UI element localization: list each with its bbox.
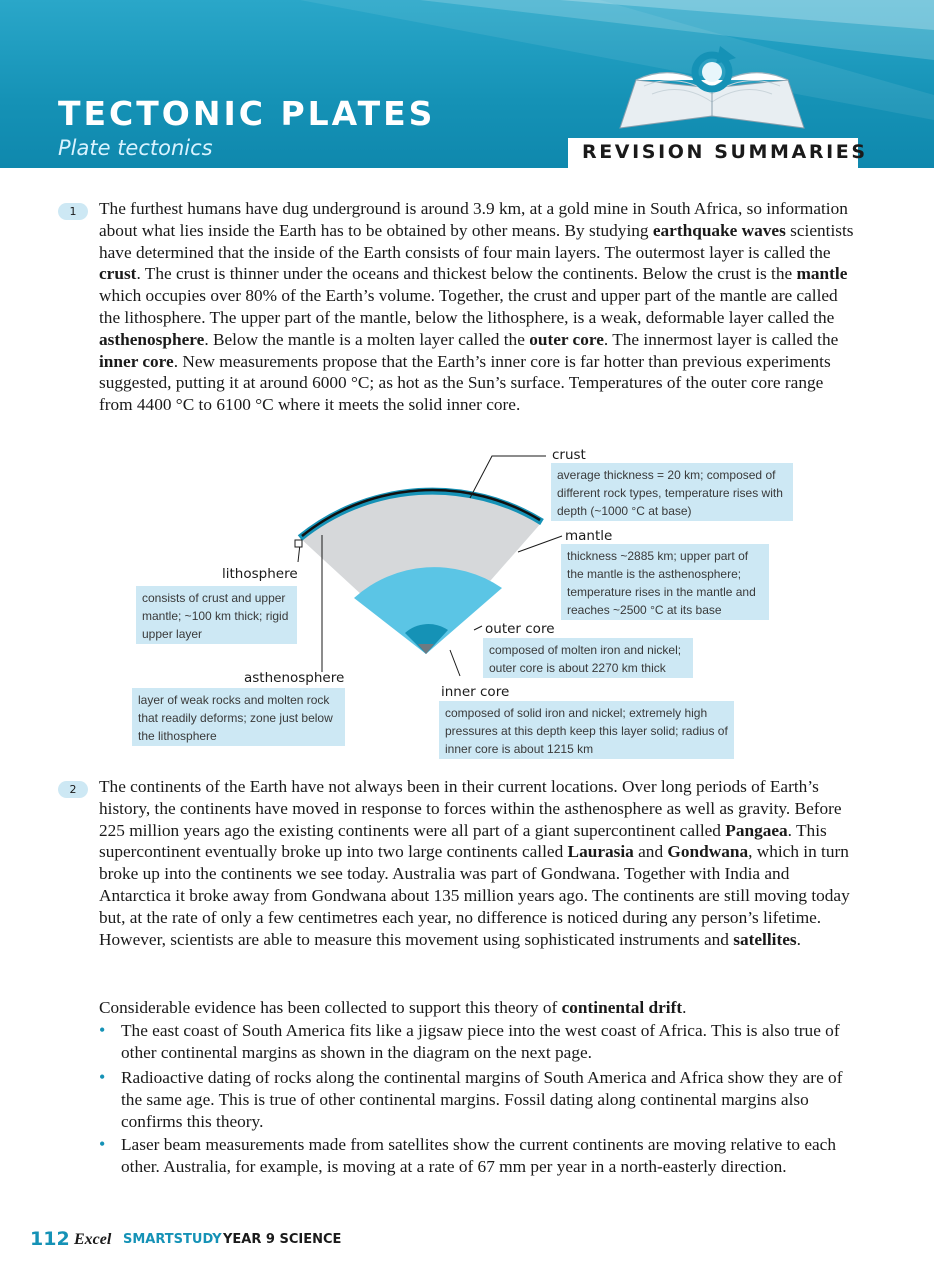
section-number-badge: 1 — [58, 203, 88, 220]
revision-summaries-label: REVISION SUMMARIES — [582, 141, 868, 163]
footer-book: YEAR 9 SCIENCE — [223, 1232, 342, 1247]
evidence-bullet: The east coast of South America fits like a jigsaw piece into the west coast of Africa. This is also true of other continental margins as shown in the diagram on the next page. — [121, 1021, 840, 1062]
evidence-bullet: Laser beam measurements made from satellites show the current continents are moving relative to each other. Australia, for example, is moving at a rate of 67 mm per year in a north-easterly direction. — [121, 1135, 836, 1176]
bullet-marker: • — [99, 1134, 106, 1154]
outer-core-caption: composed of molten iron and nickel; outer core is about 2270 km thick — [483, 638, 693, 678]
footer-series: SMARTSTUDY — [123, 1232, 222, 1247]
crust-caption: average thickness = 20 km; composed of different rock types, temperature rises with depth (~1000 °C at base) — [551, 463, 793, 521]
asthenosphere-caption: layer of weak rocks and molten rock that readily deforms; zone just below the lithosphere — [132, 688, 345, 746]
page-title: TECTONIC PLATES — [58, 94, 436, 133]
bullet-marker: • — [99, 1020, 106, 1040]
page-subtitle: Plate tectonics — [58, 136, 213, 160]
section1-paragraph: The furthest humans have dug underground is around 3.9 km, at a gold mine in South Africa, so information about what lies inside the Earth has to be obtained by other means. By studying earthquake waves scientists have determined that the inside of the Earth consists of four main layers. The outermost layer is called the crust. The crust is thinner under the oceans and thickest below the continents. Below the crust is the mantle which occupies over 80% of the Earth’s volume. Together, the crust and upper part of the mantle are called the lithosphere. The upper part of the mantle, below the lithosphere, is a weak, deformable layer called the asthenosphere. Below the mantle is a molten layer called the outer core. The innermost layer is called the inner core. New measurements propose that the Earth’s inner core is far hotter than previous experiments suggested, putting it at around 6000 °C; as hot as the Sun’s surface. Temperatures of the outer core range from 4400 °C to 6100 °C where it meets the solid inner core. — [99, 199, 854, 415]
evidence-intro: Considerable evidence has been collected to support this theory of continental drift. — [99, 998, 687, 1017]
page-number: 112 — [30, 1228, 70, 1250]
asthenosphere-label: asthenosphere — [244, 670, 345, 686]
lithosphere-label: lithosphere — [222, 566, 298, 582]
earth-layers-diagram — [0, 440, 934, 760]
outer-core-label: outer core — [485, 621, 555, 637]
crust-label: crust — [552, 447, 586, 463]
bullet-marker: • — [99, 1067, 106, 1087]
open-book-refresh-icon — [612, 44, 812, 136]
lithosphere-caption: consists of crust and upper mantle; ~100 km thick; rigid upper layer — [136, 586, 297, 644]
inner-core-label: inner core — [441, 684, 510, 700]
section2-paragraph: The continents of the Earth have not always been in their current locations. Over long periods of Earth’s history, the continents have moved in response to forces within the asthenosphere as well as gravity. Before 225 million years ago the existing continents were all part of a giant supercontinent called Pangaea. This supercontinent eventually broke up into two large continents called Laurasia and Gondwana, which in turn broke up into the continents we see today. Australia was part of Gondwana. Together with India and Antarctica it broke away from Gondwana about 135 million years ago. The continents are still moving today but, at the rate of only a few centimetres each year, no difference is noticed during any person’s lifetime. However, scientists are able to measure this movement using sophisticated instruments and satellites. — [99, 777, 850, 949]
mantle-label: mantle — [565, 528, 613, 544]
mantle-caption: thickness ~2885 km; upper part of the mantle is the asthenosphere; temperature rises in the mantle and reaches ~2500 °C at its base — [561, 544, 769, 620]
footer-brand: Excel — [74, 1231, 112, 1248]
inner-core-caption: composed of solid iron and nickel; extremely high pressures at this depth keep this layer solid; radius of inner core is about 1215 km — [439, 701, 734, 759]
evidence-bullet: Radioactive dating of rocks along the continental margins of South America and Africa show they are of the same age. This is true of other continental margins. Fossil dating along continental margins also confirms this theory. — [121, 1068, 843, 1131]
section-number-badge: 2 — [58, 781, 88, 798]
